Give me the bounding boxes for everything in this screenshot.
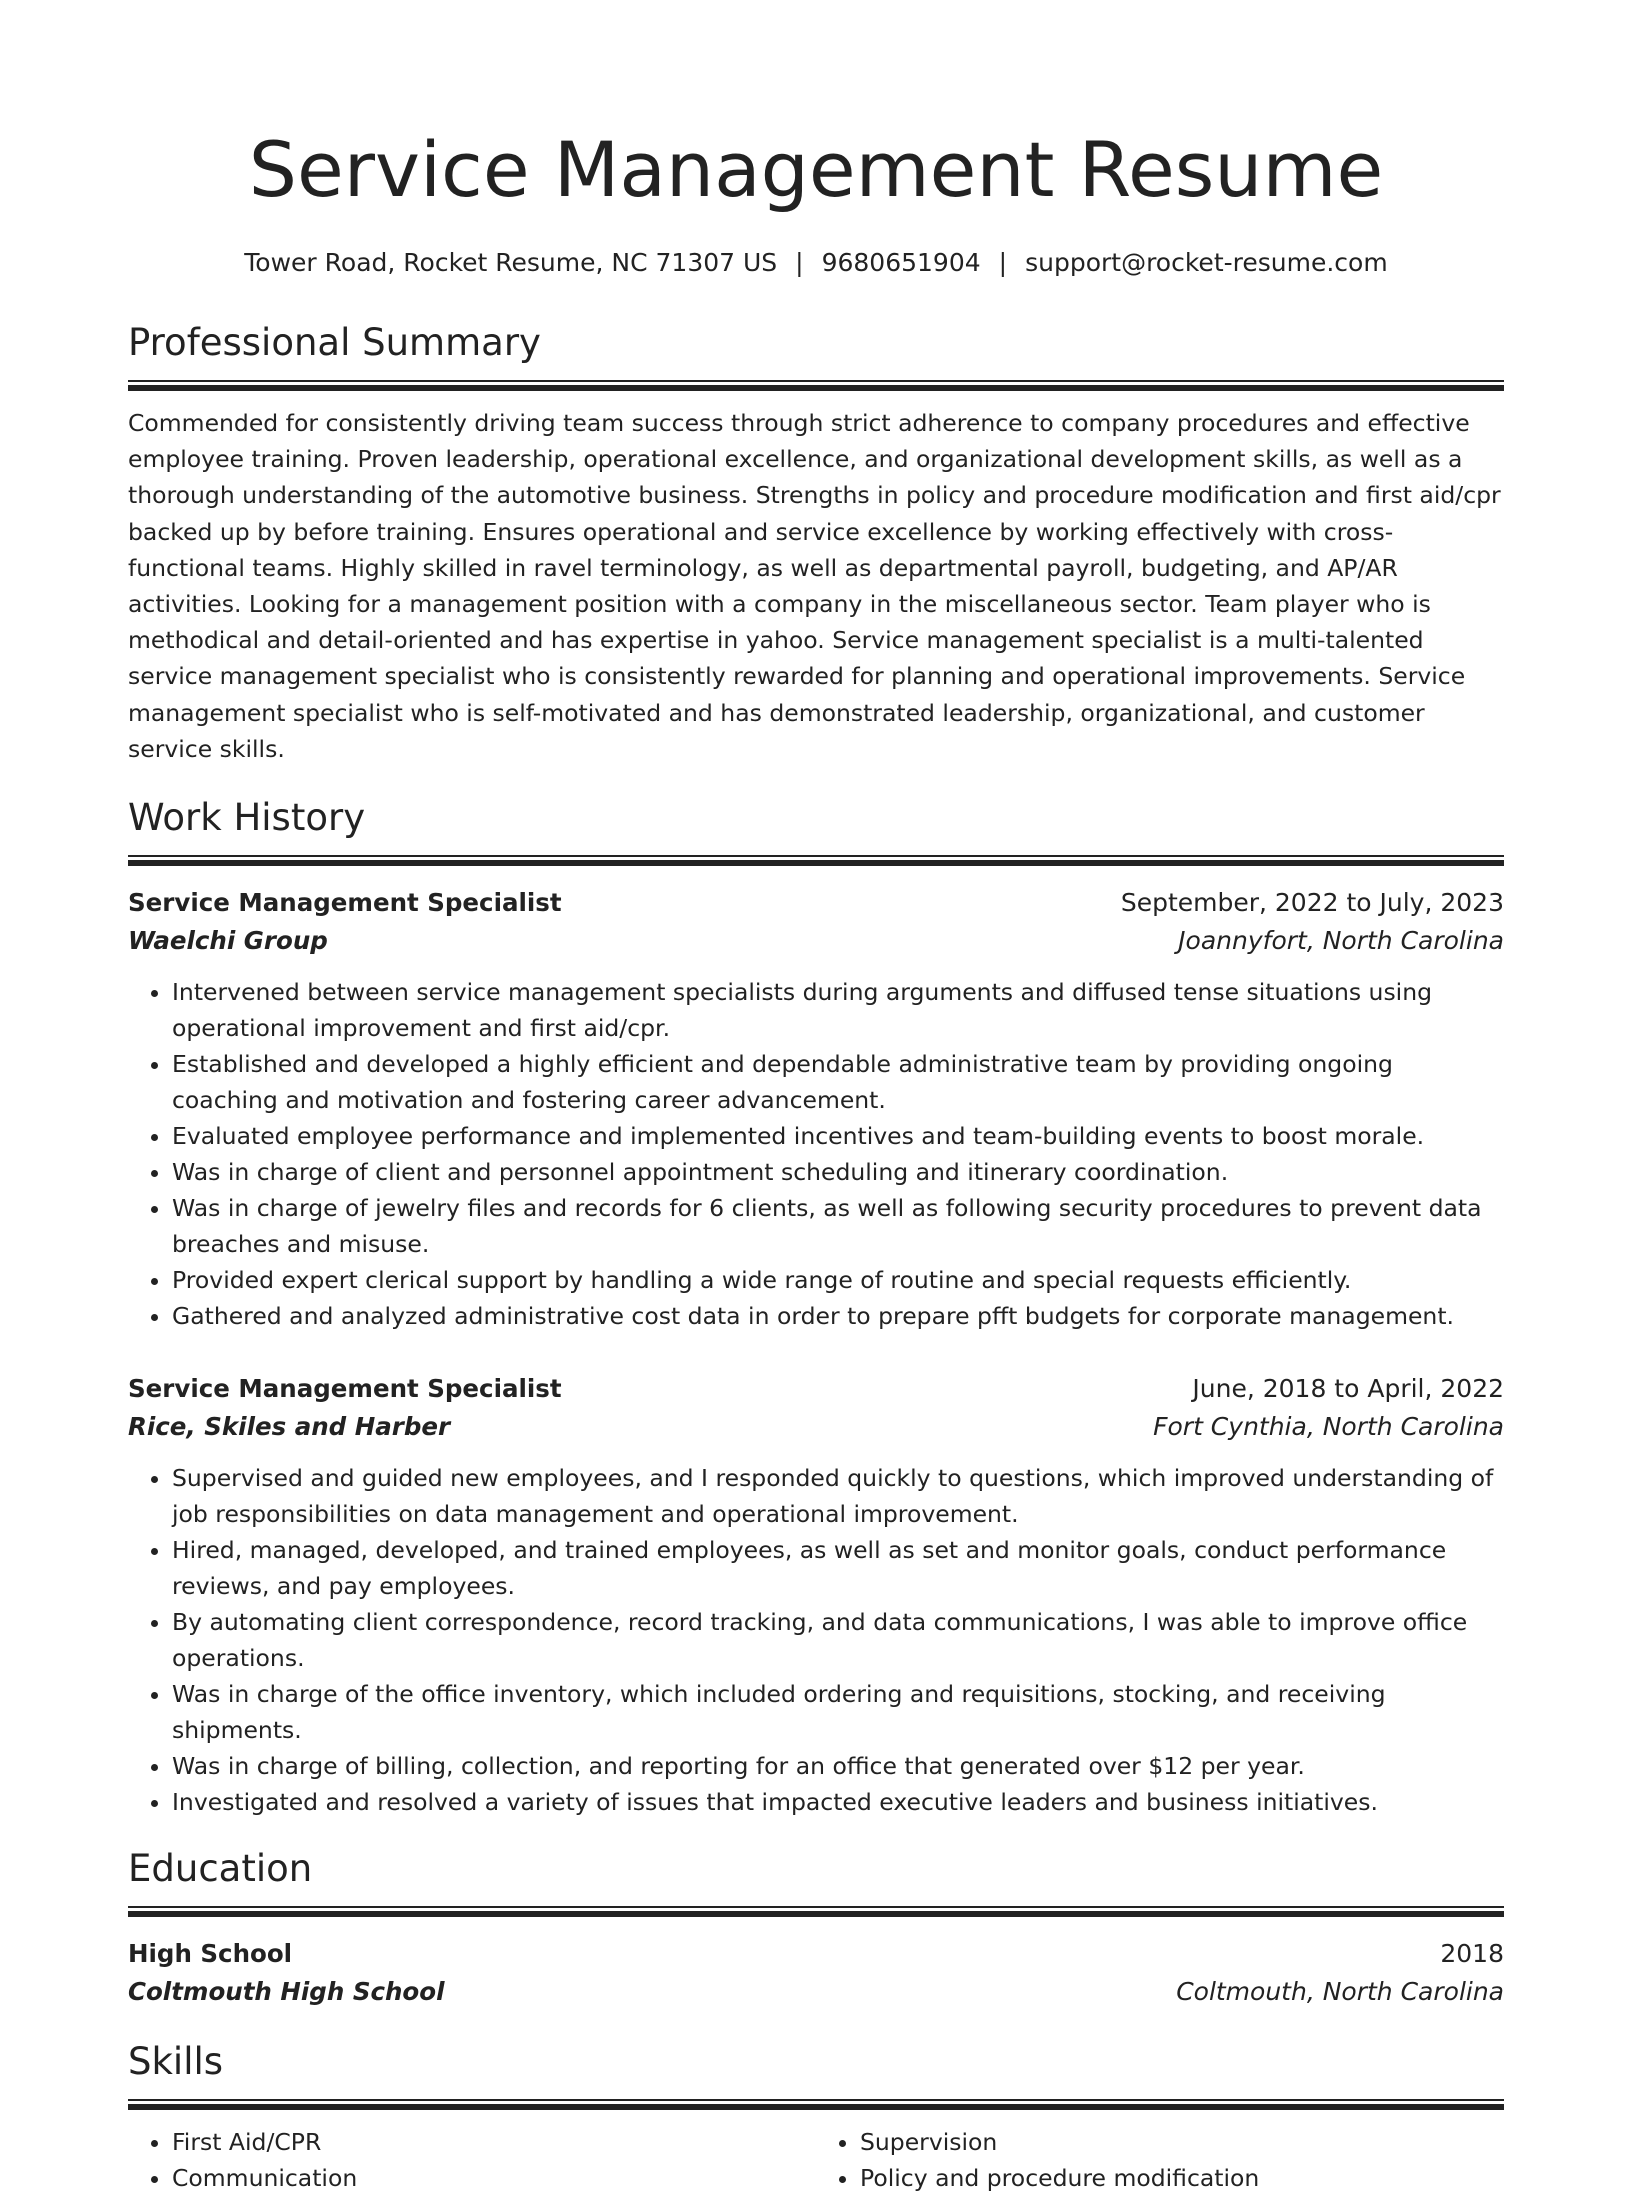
job-header-row	[128, 884, 1504, 922]
work-history-heading: Work History	[128, 796, 366, 840]
list-item: • Established and developed a highly efficient and dependable administrative team by providing ongoing coaching and motivation and fostering career advancement.	[172, 1046, 1504, 1118]
list-item: • Was in charge of the office inventory, which included ordering and requisitions, stocking, and receiving shipments.	[172, 1676, 1504, 1748]
list-item: • Communication	[172, 2160, 816, 2196]
contact-phone: 9680651904	[821, 248, 981, 277]
education-year: 2018	[1440, 1939, 1504, 1969]
education-location: Coltmouth, North Carolina	[1176, 1977, 1504, 2007]
contact-separator: |	[795, 248, 804, 277]
list-item: • Provided expert clerical support by handling a wide range of routine and special requests efficiently.	[172, 1262, 1504, 1298]
skills-list	[128, 2124, 1504, 2196]
list-item: • Was in charge of billing, collection, and reporting for an office that generated over $12 per year.	[172, 1748, 1504, 1784]
summary-heading: Professional Summary	[128, 321, 541, 364]
job-location: Fort Cynthia, North Carolina	[1153, 1412, 1504, 1442]
contact-line	[128, 246, 1504, 280]
education-degree: High School	[128, 1939, 293, 1969]
skills-section	[128, 2037, 1504, 2196]
job-bullets	[128, 1460, 1504, 1820]
list-item: • First Aid/CPR	[172, 2124, 816, 2160]
job-entry	[128, 1370, 1504, 1820]
list-item: • Policy and procedure modification	[860, 2160, 1504, 2196]
job-location: Joannyfort, North Carolina	[1178, 926, 1504, 956]
skills-column-left	[128, 2124, 816, 2196]
list-item: • Evaluated employee performance and implemented incentives and team-building events to boost morale.	[172, 1118, 1504, 1154]
section-divider	[128, 1906, 1504, 1917]
education-section	[128, 1844, 1504, 2011]
contact-email: support@rocket-resume.com	[1025, 248, 1388, 277]
education-school: Coltmouth High School	[128, 1977, 445, 2007]
contact-address: Tower Road, Rocket Resume, NC 71307 US	[244, 248, 778, 277]
job-dates: September, 2022 to July, 2023	[1120, 888, 1504, 918]
list-item: • Hired, managed, developed, and trained employees, as well as set and monitor goals, conduct performance reviews, and pay employees.	[172, 1532, 1504, 1604]
list-item: • By automating client correspondence, record tracking, and data communications, I was able to improve office operations.	[172, 1604, 1504, 1676]
job-title: Service Management Specialist	[128, 1374, 562, 1404]
job-title: Service Management Specialist	[128, 888, 562, 918]
summary-section	[128, 318, 1504, 767]
job-company: Rice, Skiles and Harber	[128, 1412, 451, 1442]
resume-title: Service Management Resume	[248, 125, 1384, 214]
education-header-row	[128, 1935, 1504, 1973]
education-entry	[128, 1935, 1504, 2011]
list-item: • Investigated and resolved a variety of issues that impacted executive leaders and business initiatives.	[172, 1784, 1504, 1820]
job-company-row	[128, 922, 1504, 960]
skills-heading: Skills	[128, 2040, 224, 2084]
education-school-row	[128, 1973, 1504, 2011]
education-heading: Education	[128, 1847, 313, 1891]
list-item: • Supervised and guided new employees, and I responded quickly to questions, which improved understanding of job responsibilities on data management and operational improvement.	[172, 1460, 1504, 1532]
job-entry	[128, 884, 1504, 1334]
list-item: • Was in charge of client and personnel appointment scheduling and itinerary coordination.	[172, 1154, 1504, 1190]
list-item: • Supervision	[860, 2124, 1504, 2160]
job-bullets	[128, 974, 1504, 1334]
job-company: Waelchi Group	[128, 926, 328, 956]
list-item: • Was in charge of jewelry files and records for 6 clients, as well as following security procedures to prevent data breaches and misuse.	[172, 1190, 1504, 1262]
list-item: • Gathered and analyzed administrative cost data in order to prepare pfft budgets for corporate management.	[172, 1298, 1504, 1334]
job-dates: June, 2018 to April, 2022	[1192, 1374, 1504, 1404]
section-divider	[128, 855, 1504, 866]
job-header-row	[128, 1370, 1504, 1408]
section-divider	[128, 2099, 1504, 2110]
contact-separator: |	[998, 248, 1008, 277]
section-divider	[128, 380, 1504, 391]
list-item: • Intervened between service management specialists during arguments and diffused tense situations using operational improvement and first aid/cpr.	[172, 974, 1504, 1046]
job-company-row	[128, 1408, 1504, 1446]
work-history-section	[128, 793, 1504, 1820]
summary-text: Commended for consistently driving team success through strict adherence to company procedures and effective employee training. Proven leadership, operational excellence, and organizational development skills, as well as a thorough understanding of the automotive business. Strengths in policy and procedure modification and first aid/cpr backed up by before training. Ensures operational and service excellence by working effectively with cross-functional teams. Highly skilled in ravel terminology, as well as departmental payroll, budgeting, and AP/AR activities. Looking for a management position with a company in the miscellaneous sector. Team player who is methodical and detail-oriented and has expertise in yahoo. Service management specialist is a multi-talented service management specialist who is consistently rewarded for planning and operational improvements. Service management specialist who is self-motivated and has demonstrated leadership, organizational, and customer service skills.	[128, 409, 1501, 763]
skills-column-right	[816, 2124, 1504, 2196]
